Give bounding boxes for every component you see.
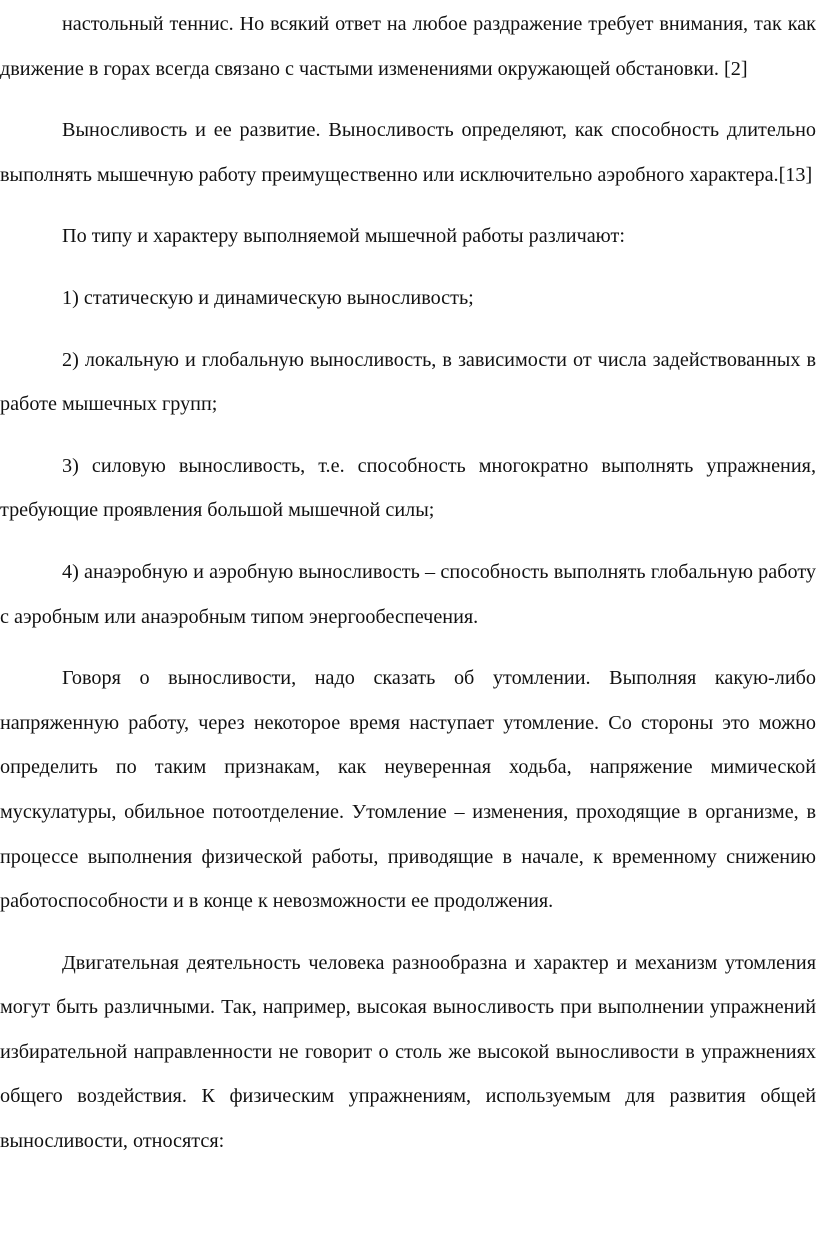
paragraph-continuation: настольный теннис. Но всякий ответ на любое раздражение требует внимания, так как движение в горах всегда связано с частыми изменениями окружающей обстановки. [2]	[0, 13, 816, 80]
list-item-4: 4) анаэробную и аэробную выносливость – способность выполнять глобальную работу с аэробным или анаэробным типом энергообеспечения.	[0, 560, 816, 628]
paragraph-fatigue: Говоря о выносливости, надо сказать об утомлении. Выполняя какую-либо напряженную работу, через некоторое время наступает утомление. Со стороны это можно определить по таким признакам, как неуверенная ходьба, напряжение мимической мускулатуры, обильное потоотделение. Утомление – изменения, проходящие в организме, в процессе выполнения физической работы, приводящие в начале, к временному снижению работоспособности и в конце к невозможности ее продолжения.	[0, 667, 816, 913]
list-item-2: 2) локальную и глобальную выносливость, в зависимости от числа задействованных в работе мышечных групп;	[0, 348, 816, 416]
paragraph-motor-activity: Двигательная деятельность человека разнообразна и характер и механизм утомления могут быть различными. Так, например, высокая выносливость при выполнении упражнений избирательной направленности не говорит о столь же высокой выносливости в упражнениях общего воздействия. К физическим упражнениям, используемым для развития общей выносливости, относятся:	[0, 951, 816, 1153]
list-item-3: 3) силовую выносливость, т.е. способность многократно выполнять упражнения, требующие проявления большой мышечной силы;	[0, 454, 816, 522]
paragraph-types-intro: По типу и характеру выполняемой мышечной работы различают:	[62, 225, 625, 248]
list-item-1: 1) статическую и динамическую выносливость;	[62, 286, 474, 309]
document-page	[0, 2, 816, 1181]
paragraph-endurance-definition: Выносливость и ее развитие. Выносливость определяют, как способность длительно выполнять мышечную работу преимущественно или исключительно аэробного характера.[13]	[0, 119, 816, 186]
